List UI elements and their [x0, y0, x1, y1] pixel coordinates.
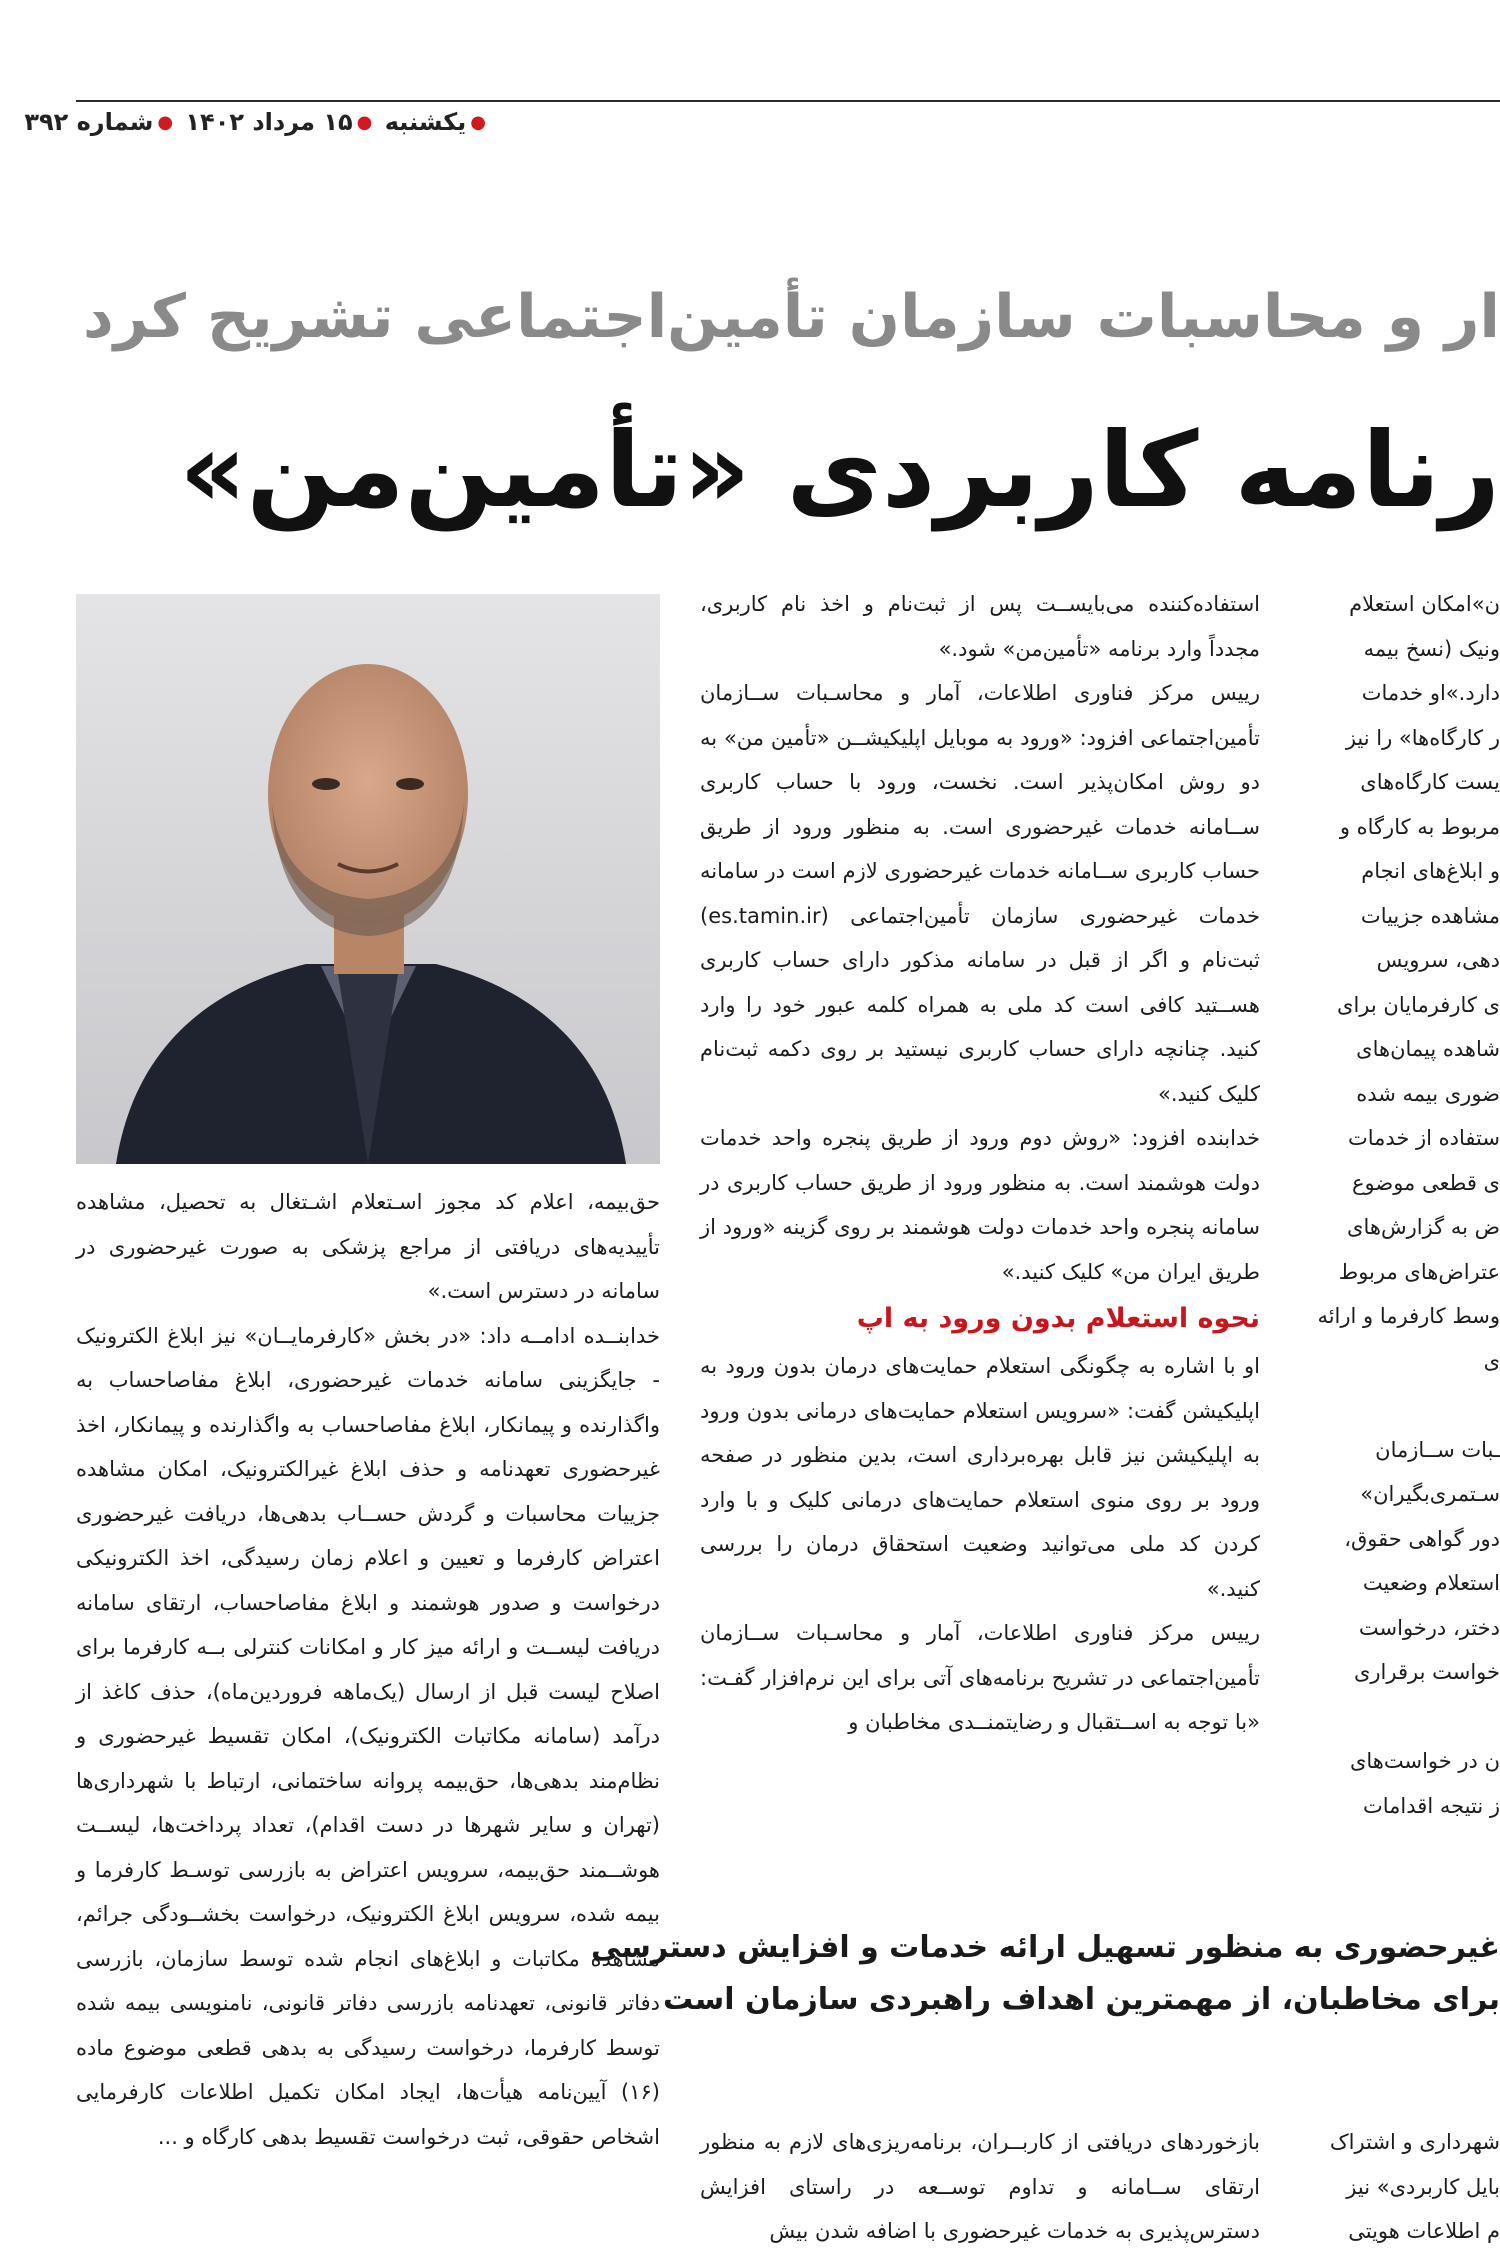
text-line: ستفاده از خدمات [1347, 1126, 1500, 1150]
text-line: و ابلاغ‌های انجام [1361, 859, 1500, 883]
text-line [1300, 1383, 1500, 1428]
issue-dateline [24, 108, 490, 148]
section-subhead: نحوه استعلام بدون ورود به اپ [856, 1303, 1260, 1334]
text-line: مربوط به کارگاه و [1339, 814, 1500, 839]
header-rule [76, 100, 1500, 102]
text-line: ز نتیجه اقدامات [1363, 1793, 1500, 1818]
bullet-icon: ● [470, 112, 486, 133]
kicker-title: ار و محاسبات سازمان تأمین‌اجتماعی تشریح کرد [82, 282, 1500, 352]
text-line: وسط کارفرما و ارائه [1317, 1304, 1500, 1328]
text-line: ضوری بیمه شده [1356, 1081, 1500, 1106]
text-line: ن»امکان استعلام [1349, 592, 1500, 616]
text-line: ر کارگاه‌ها» را نیز [1345, 725, 1500, 750]
text-line: دهی، سرویس [1376, 948, 1500, 972]
article-column-bottom-right [1300, 2120, 1500, 2263]
text-line: ض به گزارش‌های [1347, 1215, 1500, 1239]
text-line: شهرداری و اشتراک [1329, 2130, 1500, 2154]
paragraph: رییس مرکز فناوری اطلاعات، آمار و محاسـبات ســازمان تأمین‌اجتماعی افزود: «ورود به موبایل اپلیکیشــن «تأمین من» به دو روش امکان‌پذیر است. نخست، ورود با حساب کاربری ســامانه خدمات غیرحضوری است. به منظور ورود از طریق حساب کاربری ســامانه خدمات غیرحضوری لازم است در سامانه خدمات غیرحضوری سازمان تأمین‌اجتماعی (es.tamin.ir) ثبت‌نام و اگر از قبل در سامانه مذکور دارای حساب کاربری هســتید کافی است کد ملی به همراه کلمه عبور خود را وارد کنید. چنانچه دارای حساب کاربری نیستید بر روی دکمه ثبت‌نام کلیک کنید.» [700, 681, 1260, 1106]
bullet-icon: ● [157, 112, 174, 133]
text-line: استعلام وضعیت [1362, 1571, 1500, 1595]
text-line: دختر، درخواست [1358, 1615, 1500, 1640]
paragraph: خدابنده افزود: «روش دوم ورود از طریق پنجره واحد خدمات دولت هوشمند است. به منظور ورود از طریق حساب کاربری در سامانه پنجره واحد خدمات دولت هوشمند بر روی گزینه «ورود از طریق ایران من» کلیک کنید.» [700, 1126, 1260, 1284]
weekday: یکشنبه [384, 108, 467, 136]
text-line: سـتمری‌بگیران» [1360, 1482, 1500, 1506]
text-line: یست کارگاه‌های [1360, 770, 1500, 794]
text-line: ن در خواست‌های [1349, 1749, 1500, 1773]
text-line: ی کارفرمایان برای [1337, 992, 1500, 1017]
text-line: ی قطعی موضوع [1352, 1170, 1500, 1195]
pull-quote-line: غیرحضوری به منظور تسهیل ارائه خدمات و افزایش دسترسی [591, 1930, 1500, 1965]
pull-quote [591, 1922, 1500, 2032]
portrait-image [76, 594, 660, 1164]
paragraph: حق‌بیمه، اعلام کد مجوز اسـتعلام اشـتغال به تحصیل، مشاهده تأییدیه‌های دریافتی از مراجع پزشکی به صورت غیرحضوری در سامانه در دسترس است.» [76, 1190, 660, 1303]
paragraph: بازخوردهای دریافتی از کاربــران، برنامه‌ریزی‌های لازم به منظور ارتقای ســامانه و تداوم توســعه در راستای افزایش دسترس‌پذیری به خدمات غیرحضوری با اضافه شدن بیش [700, 2130, 1260, 2243]
paragraph: رییس مرکز فناوری اطلاعات، آمار و محاسـبات ســازمان تأمین‌اجتماعی در تشریح برنامه‌های آتی برای این نرم‌افزار گفـت: «با توجه به اســتقبال و رضایتمنــدی مخاطبان و [700, 1621, 1260, 1734]
text-line: دور گواهی حقوق، [1344, 1526, 1500, 1551]
text-line [1300, 1695, 1500, 1740]
issue-date: ۱۵ مرداد ۱۴۰۲ [185, 108, 353, 136]
text-line: مشاهده جزییات [1360, 903, 1500, 928]
text-line: ونیک (نسخ بیمه [1363, 636, 1500, 661]
text-line: بایل کاربردی» نیز [1346, 2174, 1500, 2199]
portrait-photo [76, 594, 660, 1164]
paragraph: استفاده‌کننده می‌بایســت پس از ثبت‌نام و اخذ نام کاربری، مجدداً وارد برنامه «تأمین‌من» شود.» [700, 592, 1260, 661]
text-line: خواست برقراری [1353, 1660, 1500, 1684]
issue-number: شماره ۳۹۲ [24, 108, 154, 136]
article-column-bottom-middle [700, 2120, 1260, 2263]
article-column-middle [700, 582, 1260, 1792]
text-line: شاهده پیمان‌های [1356, 1037, 1500, 1061]
headline: رنامه کاربردی «تأمین‌من» [179, 409, 1500, 531]
article-column-left [76, 1180, 660, 2263]
text-line: عتراض‌های مربوط [1338, 1259, 1500, 1284]
text-line: م اطلاعات هویتی [1348, 2219, 1500, 2243]
text-line: ی [1483, 1348, 1500, 1373]
text-line: ـبات ســازمان [1375, 1437, 1500, 1462]
text-line: دارد.»او خدمات [1361, 681, 1500, 705]
paragraph: خدابنــده ادامــه داد: «در بخش «کارفرمایــان» نیز ابلاغ الکترونیک - جایگزینی سامانه خدمات غیرحضوری، ابلاغ مفاصاحساب به واگذارنده و پیمانکار، ابلاغ مفاصاحساب به واگذارنده و پیمانکار، اخذ غیرحضوری تعهدنامه و حذف ابلاغ غیرالکترونیک، امکان مشاهده جزییات محاسبات و گردش حســاب بدهی‌ها، دریافت غیرحضوری اعتراض کارفرما و تعیین و اعلام زمان رسیدگی، اخذ الکترونیکی درخواست و صدور هوشمند و ابلاغ مفاصاحساب، ارتقای سامانه دریافت لیســت و ارائه میز کار و امکانات کنترلی بــه کارفرما برای اصلاح لیست قبل از ارسال (یک‌ماهه فروردین‌ماه)، حذف کاغذ از درآمد (سامانه مکاتبات الکترونیک)، امکان تقسیط غیرحضوری و نظام‌مند بدهی‌ها، حق‌بیمه پروانه ساختمانی، ارتباط با شهرداری‌ها (تهران و سایر شهرها در دست اقدام)، تعداد پرداخت‌ها، لیســت هوشــمند حق‌بیمه، سرویس اعتراض به بازرسی توسـط کارفرما و بیمه شده، سرویس ابلاغ الکترونیک، درخواست بخشــودگی جرائم، مشاهده مکاتبات و ابلاغ‌های انجام شده توسط سازمان، بازرسی دفاتر قانونی، تعهدنامه بازرسی دفاتر قانونی، نامنویسی بیمه شده توسط کارفرما، درخواست رسیدگی به بدهی قطعی موضوع ماده (۱۶) آیین‌نامه هیأت‌ها، ایجاد امکان تکمیل اطلاعات کارفرمایی اشخاص حقوقی، ثبت درخواست تقسیط بدهی کارگاه و ... [76, 1323, 660, 2149]
pull-quote-line: برای مخاطبان، از مهمترین اهداف راهبردی سازمان است [663, 1982, 1500, 2017]
paragraph: او با اشاره به چگونگی استعلام حمایت‌های درمان بدون ورود به اپلیکیشن گفت: «سرویس استعلام حمایت‌های درمانی بدون ورود به اپلیکیشن نیز قابل بهره‌برداری است، بدین منظور در صفحه ورود بر روی منوی استعلام حمایت‌های درمانی کلیک و با وارد کردن کد ملی می‌توانید وضعیت استحقاق درمان را بررسی کنید.» [700, 1354, 1260, 1601]
bullet-icon: ● [356, 112, 373, 133]
article-column-right [1300, 582, 1500, 1818]
